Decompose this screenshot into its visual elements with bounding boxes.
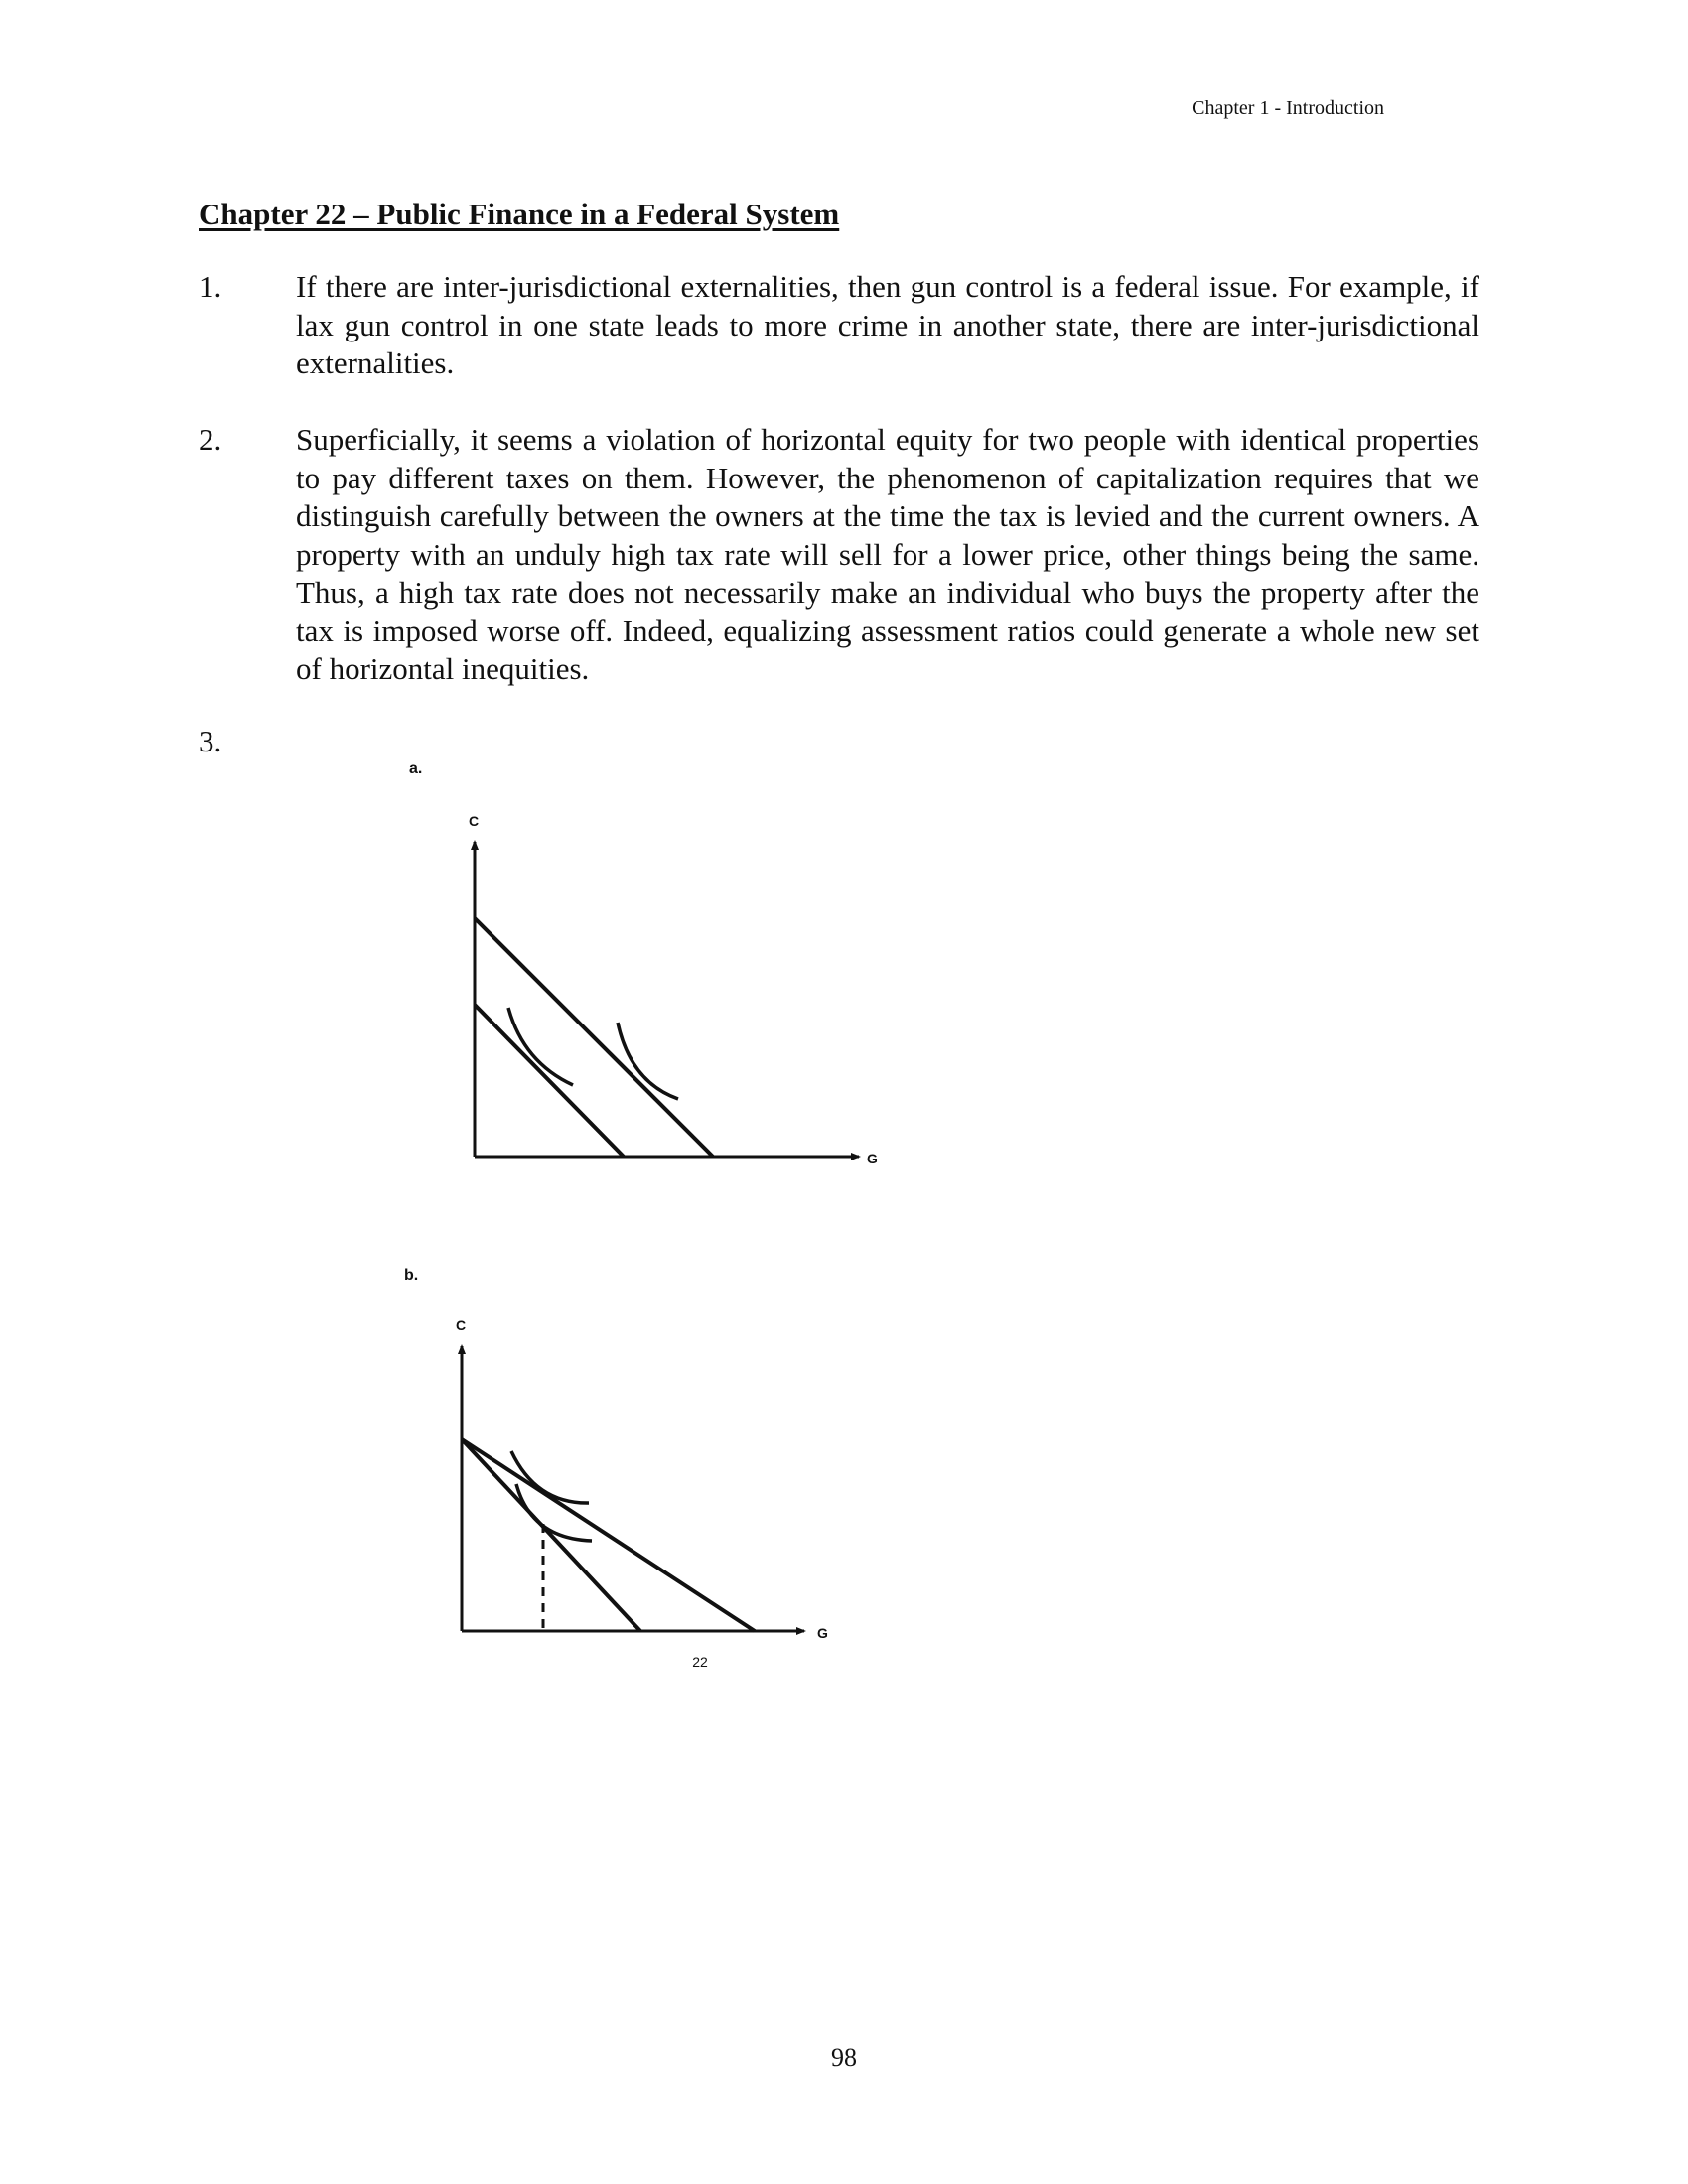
x-axis-label: G xyxy=(817,1625,828,1641)
figure-b-label: b. xyxy=(404,1267,419,1284)
budget-line-steeper xyxy=(462,1439,640,1631)
item-text: Superficially, it seems a violation of horizontal equity for two people with identical properties to pay different taxes on them. However, the phenomenon of capitalization requires that we distinguish carefully between the owners at the time the tax is levied and the current owners. A property with an unduly high tax rate will sell for a lower price, other things being the same. Thus, a high tax rate does not necessarily make an individual who buys the property after the tax is imposed worse off. Indeed, equalizing assessment ratios could generate a whole new set of horizontal inequities. xyxy=(296,422,1479,686)
chapter-title: Chapter 22 – Public Finance in a Federal System xyxy=(199,197,840,231)
running-head: Chapter 1 - Introduction xyxy=(1192,97,1384,119)
figure-b-axes xyxy=(462,1346,804,1631)
page-number: 98 xyxy=(831,2043,857,2072)
y-axis-label: C xyxy=(469,813,480,829)
item-number: 3. xyxy=(199,724,222,758)
figure-a-label: a. xyxy=(409,760,423,777)
figure-page-number: 22 xyxy=(692,1654,708,1670)
budget-line-flatter xyxy=(462,1439,755,1631)
item-number: 2. xyxy=(199,422,222,457)
x-axis-label: G xyxy=(867,1151,878,1166)
item-number: 1. xyxy=(199,269,222,304)
item-text: If there are inter-jurisdictional externalities, then gun control is a federal issue. For example, if lax gun control in one state leads to more crime in another state, there are inter-jurisdictional externalities. xyxy=(296,269,1479,380)
indifference-curve-lower xyxy=(516,1484,592,1541)
y-axis-label: C xyxy=(456,1317,467,1333)
